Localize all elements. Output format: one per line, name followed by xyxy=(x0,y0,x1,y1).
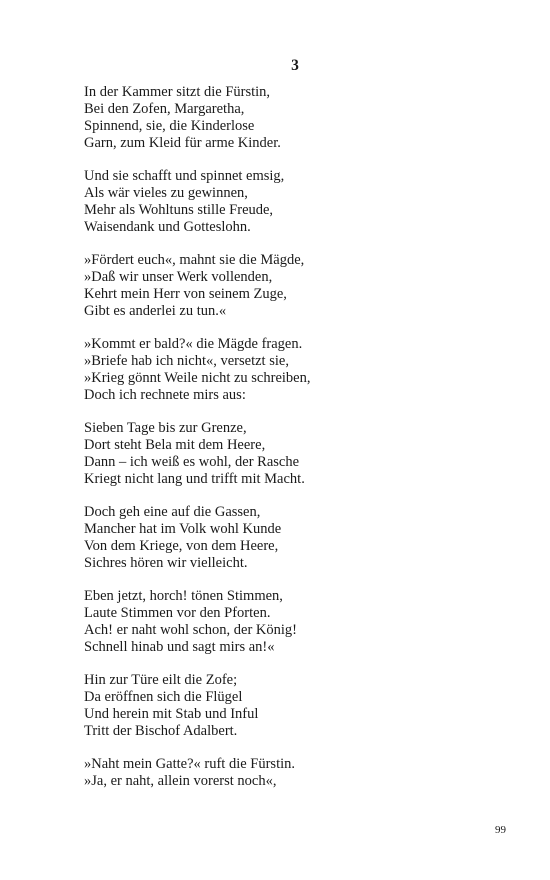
poem-line: »Naht mein Gatte?« ruft die Fürstin. xyxy=(84,756,296,772)
poem-line: »Daß wir unser Werk vollenden, xyxy=(84,269,273,285)
poem-line: Dann – ich weiß es wohl, der Rasche xyxy=(84,454,300,470)
poem-line: »Krieg gönnt Weile nicht zu schreiben, xyxy=(84,370,311,386)
stanza xyxy=(84,420,310,488)
poem-line: Eben jetzt, horch! tönen Stimmen, xyxy=(84,588,283,604)
poem-line: Doch geh eine auf die Gassen, xyxy=(84,504,261,520)
poem-line: In der Kammer sitzt die Fürstin, xyxy=(84,84,271,100)
poem-line: Als wär vieles zu gewinnen, xyxy=(84,185,248,201)
poem-line: Hin zur Türe eilt die Zofe; xyxy=(84,672,238,688)
poem-line: Laute Stimmen vor den Pforten. xyxy=(84,605,271,621)
stanza xyxy=(84,504,310,572)
poem-line: Gibt es anderlei zu tun.« xyxy=(84,303,227,319)
stanza xyxy=(84,756,310,790)
poem-line: Kriegt nicht lang und trifft mit Macht. xyxy=(84,471,305,487)
poem-line: Mancher hat im Volk wohl Kunde xyxy=(84,521,282,537)
stanza xyxy=(84,672,310,740)
stanza xyxy=(84,168,310,236)
poem-line: Doch ich rechnete mirs aus: xyxy=(84,387,246,403)
poem-line: Schnell hinab und sagt mirs an!« xyxy=(84,639,275,655)
stanza xyxy=(84,84,310,152)
poem-body xyxy=(84,84,310,806)
poem-line: Bei den Zofen, Margaretha, xyxy=(84,101,245,117)
poem-line: Dort steht Bela mit dem Heere, xyxy=(84,437,266,453)
poem-line: »Fördert euch«, mahnt sie die Mägde, xyxy=(84,252,305,268)
poem-line: »Ja, er naht, allein vorerst noch«, xyxy=(84,773,277,789)
poem-line: Garn, zum Kleid für arme Kinder. xyxy=(84,135,281,151)
poem-line: Ach! er naht wohl schon, der König! xyxy=(84,622,298,638)
poem-line: Und herein mit Stab und Inful xyxy=(84,706,259,722)
section-number: 3 xyxy=(291,57,299,74)
poem-line: Von dem Kriege, von dem Heere, xyxy=(84,538,279,554)
poem-line: Spinnend, sie, die Kinderlose xyxy=(84,118,255,134)
poem-line: Waisendank und Gotteslohn. xyxy=(84,219,251,235)
poem-line: Kehrt mein Herr von seinem Zuge, xyxy=(84,286,287,302)
poem-line: Sichres hören wir vielleicht. xyxy=(84,555,248,571)
poem-line: »Briefe hab ich nicht«, versetzt sie, xyxy=(84,353,289,369)
page-number: 99 xyxy=(495,824,506,836)
poem-line: Da eröffnen sich die Flügel xyxy=(84,689,243,705)
stanza xyxy=(84,252,310,320)
poem-line: Sieben Tage bis zur Grenze, xyxy=(84,420,247,436)
stanza xyxy=(84,588,310,656)
poem-line: Und sie schafft und spinnet emsig, xyxy=(84,168,285,184)
poem-line: Mehr als Wohltuns stille Freude, xyxy=(84,202,274,218)
poem-line: Tritt der Bischof Adalbert. xyxy=(84,723,238,739)
stanza xyxy=(84,336,310,404)
poem-line: »Kommt er bald?« die Mägde fragen. xyxy=(84,336,303,352)
